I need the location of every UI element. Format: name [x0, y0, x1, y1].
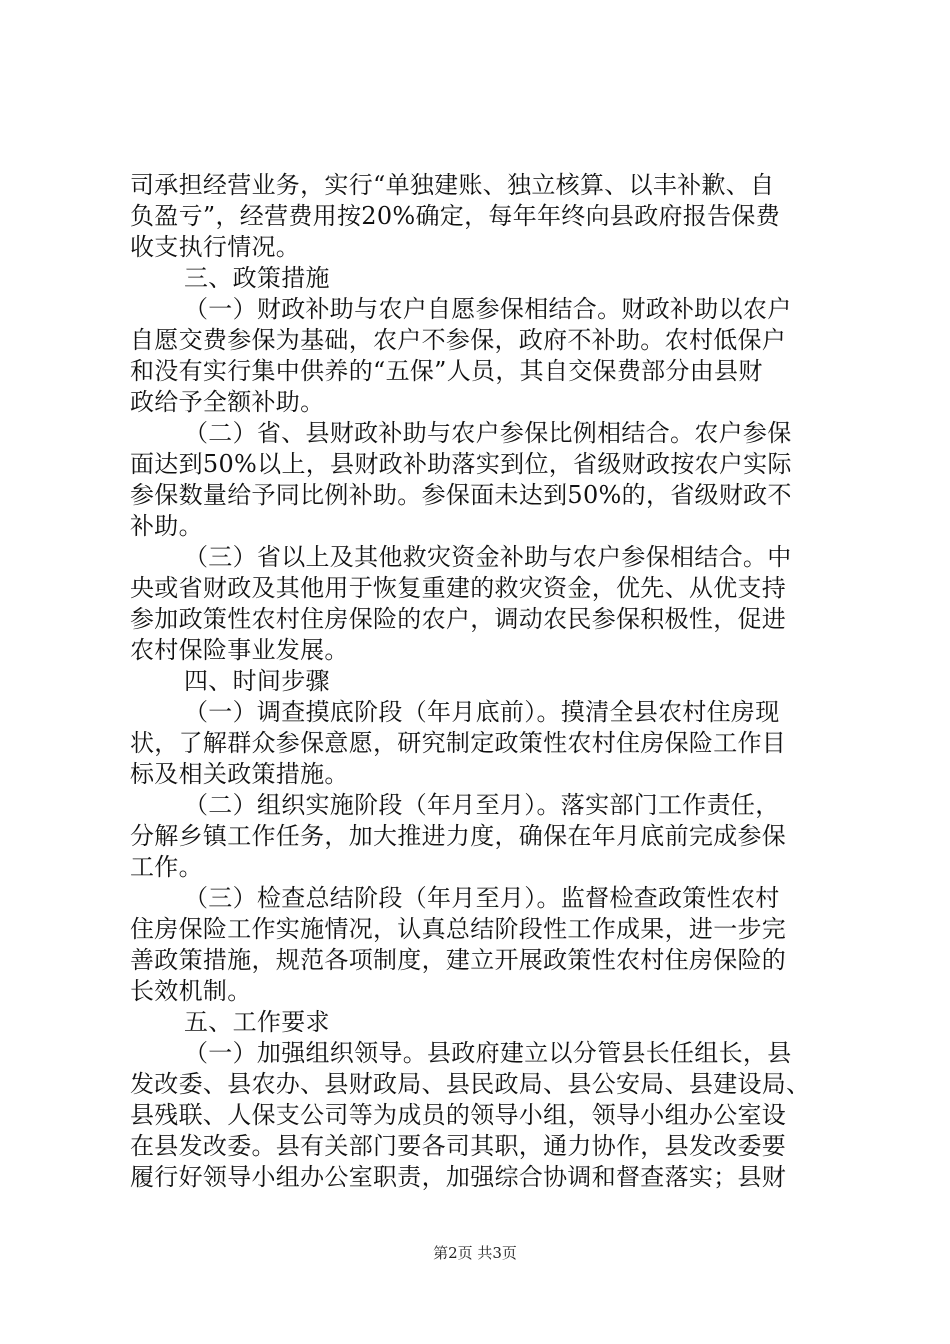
- text-line: （二）省、县财政补助与农户参保比例相结合。农户参保: [184, 419, 792, 447]
- text-line: 农村保险事业发展。: [130, 636, 349, 664]
- text-line: 状，了解群众参保意愿，研究制定政策性农村住房保险工作目: [130, 729, 787, 757]
- text-line: 三、政策措施: [184, 264, 330, 292]
- text-line: 和没有实行集中供养的“五保”人员，其自交保费部分由县财: [130, 357, 763, 385]
- text-line: 面达到50%以上，县财政补助落实到位，省级财政按农户实际: [130, 450, 792, 478]
- text-line: 在县发改委。县有关部门要各司其职，通力协作，县发改委要: [130, 1132, 787, 1160]
- text-line: 四、时间步骤: [184, 667, 330, 695]
- text-line: （一）调查摸底阶段（年月底前）。摸清全县农村住房现: [184, 698, 780, 726]
- text-line: （三）省以上及其他救灾资金补助与农户参保相结合。中: [184, 543, 792, 571]
- text-line: 长效机制。: [130, 977, 252, 1005]
- document-body: [130, 170, 820, 1193]
- text-line: （二）组织实施阶段（年月至月）。落实部门工作责任，: [184, 791, 780, 819]
- text-line: 司承担经营业务，实行“单独建账、独立核算、以丰补歉、自: [130, 171, 775, 199]
- text-line: 县残联、人保支公司等为成员的领导小组，领导小组办公室设: [130, 1101, 787, 1129]
- text-line: 央或省财政及其他用于恢复重建的救灾资金，优先、从优支持: [130, 574, 787, 602]
- text-line: 履行好领导小组办公室职责，加强综合协调和督查落实；县财: [130, 1163, 787, 1191]
- text-line: （一）加强组织领导。县政府建立以分管县长任组长，县: [184, 1039, 792, 1067]
- text-line: 工作。: [130, 853, 203, 881]
- text-line: 政给予全额补助。: [130, 388, 325, 416]
- text-line: 补助。: [130, 512, 203, 540]
- text-line: 分解乡镇工作任务，加大推进力度，确保在年月底前完成参保: [130, 822, 787, 850]
- text-line: 参加政策性农村住房保险的农户，调动农民参保积极性，促进: [130, 605, 787, 633]
- text-line: 参保数量给予同比例补助。参保面未达到50%的，省级财政不: [130, 481, 792, 509]
- text-line: 住房保险工作实施情况，认真总结阶段性工作成果，进一步完: [130, 915, 787, 943]
- text-line: （三）检查总结阶段（年月至月）。监督检查政策性农村: [184, 884, 780, 912]
- text-line: 五、工作要求: [184, 1008, 330, 1036]
- text-line: 自愿交费参保为基础，农户不参保，政府不补助。农村低保户: [130, 326, 787, 354]
- text-line: 善政策措施，规范各项制度，建立开展政策性农村住房保险的: [130, 946, 787, 974]
- page-footer: 第2页 共3页: [433, 1244, 517, 1262]
- text-line: 标及相关政策措施。: [130, 760, 349, 788]
- text-line: （一）财政补助与农户自愿参保相结合。财政补助以农户: [184, 295, 792, 323]
- text-line: 负盈亏”，经营费用按20%确定，每年年终向县政府报告保费: [130, 202, 781, 230]
- text-line: 发改委、县农办、县财政局、县民政局、县公安局、县建设局、: [130, 1070, 811, 1098]
- text-line: 收支执行情况。: [130, 233, 301, 261]
